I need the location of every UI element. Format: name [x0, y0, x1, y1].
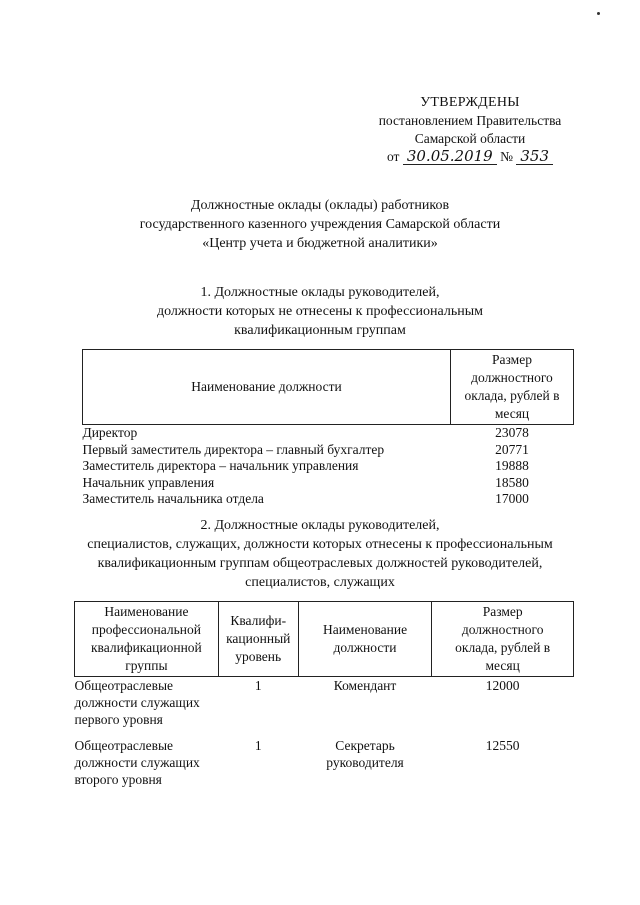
salary-cell: 19888	[495, 458, 529, 473]
table-1-header-position: Наименование должности	[83, 350, 451, 425]
table-row	[83, 491, 574, 508]
handwritten-number: 353	[516, 148, 553, 165]
table-row	[83, 442, 574, 459]
table-2-header	[75, 602, 574, 677]
table-2-header-salary: Размер должностного оклада, рублей в месяц	[432, 602, 574, 677]
section-2-line-3: квалификационным группам общеотраслевых должностей руководителей,	[97, 556, 543, 571]
section-1-heading	[0, 283, 640, 340]
section-1-line-3: квалификационным группам	[234, 323, 406, 338]
approval-block	[360, 94, 580, 166]
table-1-header-salary: Размер должностного оклада, рублей в месяц	[451, 350, 574, 425]
section-1-line-1: 1. Должностные оклады руководителей,	[200, 285, 440, 300]
salary-cell: 12550	[485, 738, 520, 753]
position-cell: Начальник управления	[82, 474, 215, 490]
salary-cell: 17000	[495, 491, 529, 506]
position-cell: Секретарь руководителя	[326, 738, 404, 770]
salary-cell: 20771	[495, 441, 529, 457]
position-cell: Комендант	[333, 678, 397, 693]
salary-cell: 12000	[485, 678, 520, 693]
salary-cell: 23078	[495, 425, 529, 440]
document-title-line-3: «Центр учета и бюджетной аналитики»	[202, 236, 438, 251]
position-cell: Заместитель директора – начальник управления	[82, 458, 359, 473]
table-2-header-level: Квалифи- кационный уровень	[218, 602, 298, 677]
document-title	[0, 196, 640, 253]
level-cell: 1	[254, 738, 262, 753]
section-2-line-2: специалистов, служащих, должности которых отнесены к профессиональным	[87, 537, 553, 552]
salary-cell: 18580	[495, 474, 529, 490]
document-title-line-2: государственного казенного учреждения Самарской области	[139, 217, 501, 232]
table-2-header-position: Наименование должности	[298, 602, 432, 677]
number-prefix: №	[500, 149, 513, 164]
table-1-header	[83, 350, 574, 425]
section-1-line-2: должности которых не отнесены к профессиональным	[156, 304, 483, 319]
group-cell: Общеотраслевые должности служащих первого уровня	[74, 678, 200, 727]
section-2-line-4: специалистов, служащих	[245, 575, 395, 590]
scan-speck	[597, 12, 600, 15]
handwritten-date: 30.05.2019	[403, 148, 497, 165]
section-2-heading	[0, 516, 640, 592]
approval-title: УТВЕРЖДЕНЫ	[420, 95, 520, 110]
table-1	[82, 349, 574, 508]
position-cell: Первый заместитель директора – главный бухгалтер	[82, 441, 385, 457]
table-row	[75, 677, 574, 729]
approval-date-line	[360, 148, 580, 166]
position-cell: Заместитель начальника отдела	[82, 491, 264, 506]
table-row	[83, 475, 574, 492]
table-row	[75, 728, 574, 788]
date-prefix: от	[386, 149, 400, 164]
table-row	[83, 425, 574, 442]
position-cell: Директор	[82, 425, 138, 440]
table-2-header-group: Наименование профессиональной квалификационной группы	[75, 602, 219, 677]
document-title-line-1: Должностные оклады (оклады) работников	[190, 198, 450, 213]
approval-line-1: постановлением Правительства	[378, 113, 562, 128]
approval-line-2: Самарской области	[414, 131, 526, 146]
group-cell: Общеотраслевые должности служащих второго уровня	[74, 738, 200, 787]
section-2-line-1: 2. Должностные оклады руководителей,	[200, 518, 440, 533]
level-cell: 1	[254, 678, 262, 693]
table-row	[83, 458, 574, 475]
table-2	[74, 601, 574, 788]
